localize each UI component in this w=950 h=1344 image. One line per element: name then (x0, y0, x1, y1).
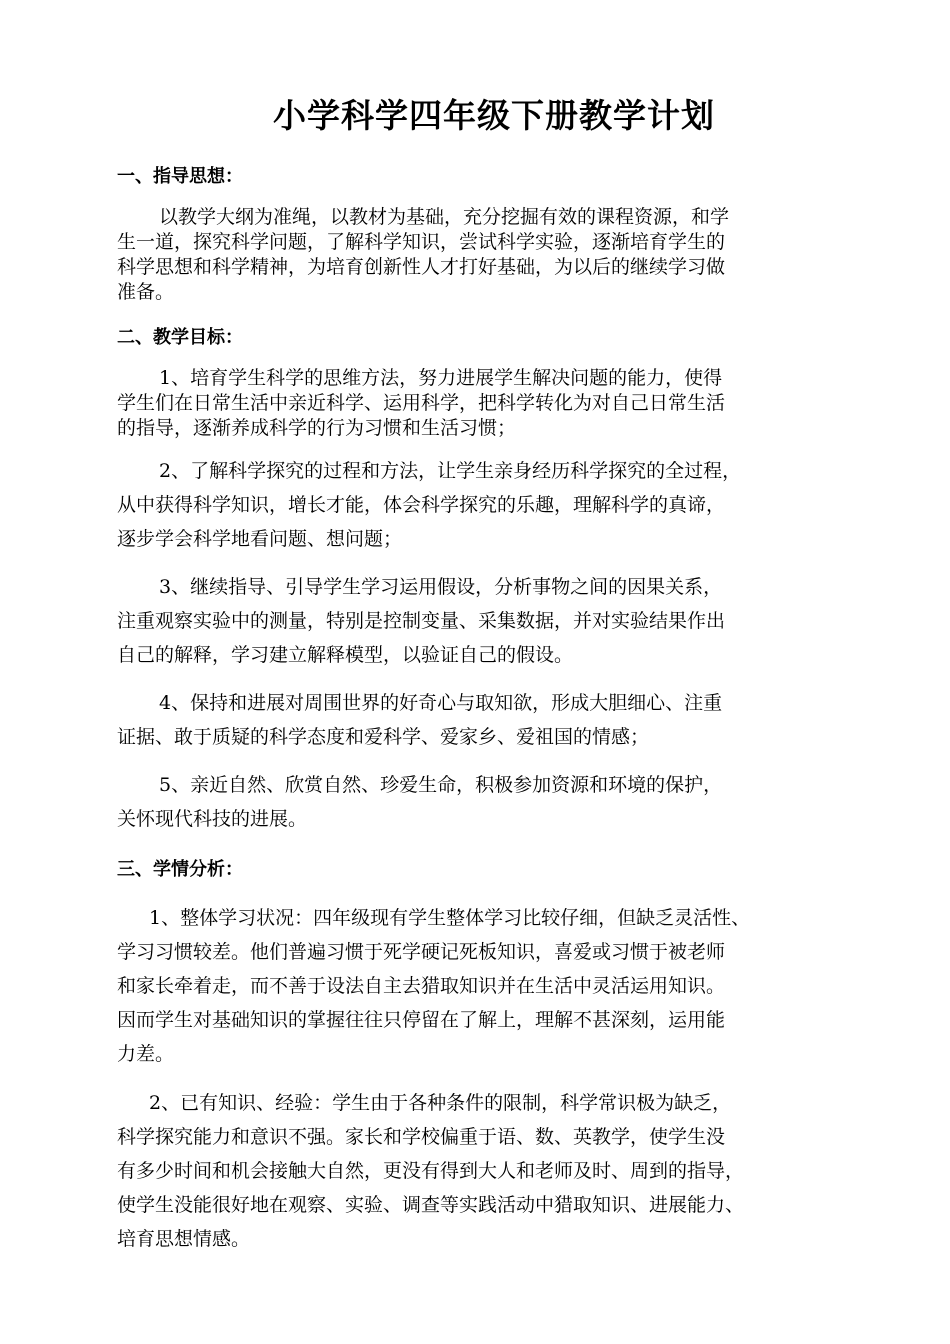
paragraph-line: 使学生没能很好地在观察、实验、调查等实践活动中猎取知识、进展能力、 (117, 1194, 745, 1216)
paragraph-line: 关怀现代科技的进展。 (117, 808, 308, 830)
paragraph-line: 科学思想和科学精神，为培育创新性人才打好基础，为以后的继续学习做 (117, 256, 726, 278)
paragraph-goal-5 (117, 768, 847, 836)
paragraph-guiding-thought (117, 205, 847, 305)
section-heading-guiding-thought: 一、指导思想： (117, 166, 243, 187)
paragraph-line: 的指导，逐渐养成科学的行为习惯和生活习惯； (117, 417, 517, 439)
paragraph-goal-1 (117, 366, 847, 441)
paragraph-line: 科学探究能力和意识不强。家长和学校偏重于语、数、英教学，使学生没 (117, 1126, 726, 1148)
paragraph-goal-2 (117, 454, 847, 556)
paragraph-analysis-1 (117, 901, 847, 1071)
paragraph-line: 学生们在日常生活中亲近科学、运用科学，把科学转化为对自己日常生活 (117, 392, 726, 414)
document-title: 小学科学四年级下册教学计划 (273, 96, 715, 135)
paragraph-line: 3、继续指导、引导学生学习运用假设，分析事物之间的因果关系， (159, 576, 723, 598)
paragraph-line: 4、保持和进展对周围世界的好奇心与取知欲，形成大胆细心、注重 (159, 692, 723, 714)
section-heading-teaching-goals: 二、教学目标： (117, 327, 243, 348)
paragraph-line: 以教学大纲为准绳，以教材为基础，充分挖掘有效的课程资源，和学 (159, 206, 730, 228)
paragraph-line: 准备。 (117, 281, 175, 303)
paragraph-line: 自己的解释，学习建立解释模型，以验证自己的假设。 (117, 644, 574, 666)
paragraph-line: 学习习惯较差。他们普遍习惯于死学硬记死板知识，喜爱或习惯于被老师 (117, 941, 726, 963)
paragraph-line: 培育思想情感。 (117, 1228, 251, 1250)
paragraph-line: 和家长牵着走，而不善于设法自主去猎取知识并在生活中灵活运用知识。 (117, 975, 726, 997)
paragraph-line: 2、了解科学探究的过程和方法，让学生亲身经历科学探究的全过程， (159, 460, 742, 482)
paragraph-goal-4 (117, 686, 847, 754)
paragraph-line: 1、培育学生科学的思维方法，努力进展学生解决问题的能力，使得 (159, 367, 723, 389)
paragraph-line: 注重观察实验中的测量，特别是控制变量、采集数据，并对实验结果作出 (117, 610, 726, 632)
paragraph-line: 从中获得科学知识，增长才能，体会科学探究的乐趣，理解科学的真谛， (117, 494, 726, 516)
paragraph-line: 1、整体学习状况：四年级现有学生整体学习比较仔细，但缺乏灵活性、 (149, 907, 751, 929)
paragraph-line: 2、已有知识、经验：学生由于各种条件的限制，科学常识极为缺乏， (149, 1092, 732, 1114)
section-heading-student-analysis: 三、学情分析： (117, 859, 243, 880)
paragraph-line: 逐步学会科学地看问题、想问题； (117, 528, 403, 550)
paragraph-line: 生一道，探究科学问题，了解科学知识，尝试科学实验，逐渐培育学生的 (117, 231, 726, 253)
paragraph-goal-3 (117, 570, 847, 672)
paragraph-line: 有多少时间和机会接触大自然，更没有得到大人和老师及时、周到的指导， (117, 1160, 745, 1182)
paragraph-line: 力差。 (117, 1043, 175, 1065)
paragraph-analysis-2 (117, 1086, 847, 1256)
paragraph-line: 5、亲近自然、欣赏自然、珍爱生命，积极参加资源和环境的保护， (159, 774, 723, 796)
paragraph-line: 证据、敢于质疑的科学态度和爱科学、爱家乡、爱祖国的情感； (117, 726, 650, 748)
paragraph-line: 因而学生对基础知识的掌握往往只停留在了解上，理解不甚深刻，运用能 (117, 1009, 726, 1031)
